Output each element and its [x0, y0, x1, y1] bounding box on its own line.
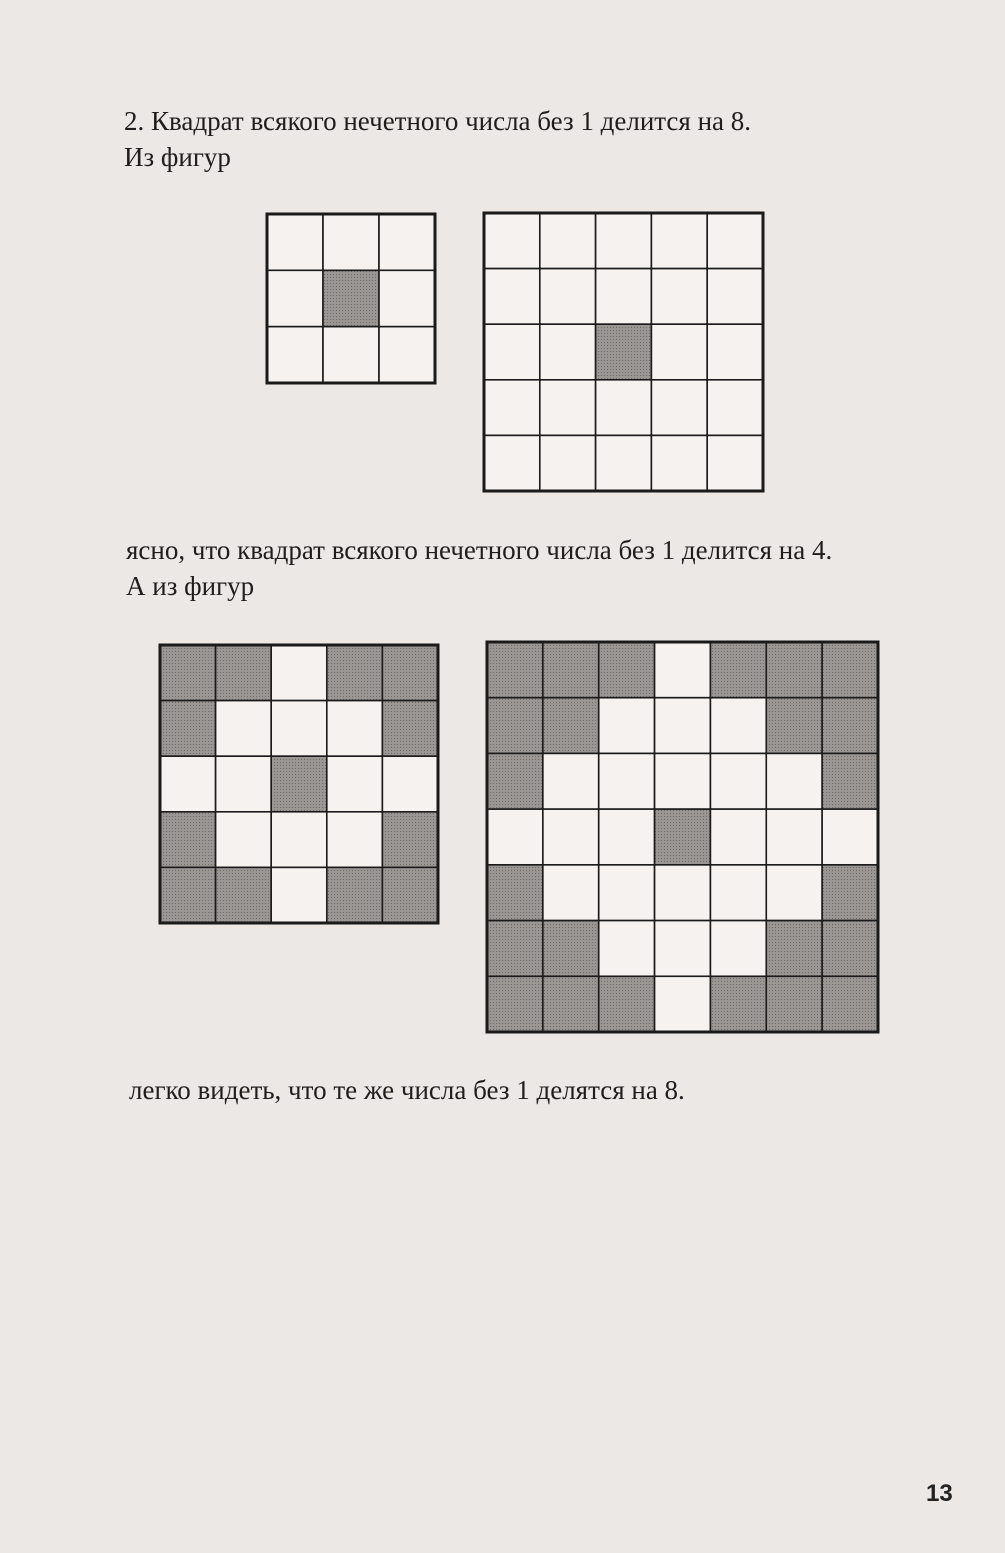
empty-cell: [323, 327, 379, 383]
empty-cell: [540, 380, 596, 436]
page-number: 13: [926, 1480, 953, 1507]
shaded-cell: [822, 642, 878, 698]
empty-cell: [766, 865, 822, 921]
shaded-cell: [766, 698, 822, 754]
empty-cell: [599, 809, 655, 865]
empty-cell: [596, 213, 652, 269]
shaded-cell: [766, 976, 822, 1032]
empty-cell: [651, 435, 707, 491]
empty-cell: [599, 753, 655, 809]
empty-cell: [540, 324, 596, 380]
shaded-cell: [487, 921, 543, 977]
empty-cell: [655, 865, 711, 921]
empty-cell: [707, 213, 763, 269]
figure-grid-5x5: [484, 213, 763, 491]
empty-cell: [655, 642, 711, 698]
empty-cell: [710, 753, 766, 809]
shaded-cell: [160, 812, 216, 868]
empty-cell: [543, 865, 599, 921]
empty-cell: [216, 701, 272, 757]
shaded-cell: [382, 867, 438, 923]
empty-cell: [271, 701, 327, 757]
shaded-cell: [327, 645, 383, 701]
shaded-cell: [160, 867, 216, 923]
empty-cell: [379, 214, 435, 270]
shaded-cell: [766, 642, 822, 698]
empty-cell: [655, 753, 711, 809]
empty-cell: [382, 756, 438, 812]
empty-cell: [651, 269, 707, 325]
empty-cell: [651, 380, 707, 436]
empty-cell: [267, 214, 323, 270]
shaded-cell: [543, 698, 599, 754]
shaded-cell: [271, 756, 327, 812]
empty-cell: [540, 435, 596, 491]
shaded-cell: [599, 976, 655, 1032]
empty-cell: [540, 269, 596, 325]
empty-cell: [271, 867, 327, 923]
paragraph-3: легко видеть, что те же числа без 1 делятся на 8.: [129, 1075, 685, 1105]
empty-cell: [216, 812, 272, 868]
empty-cell: [484, 269, 540, 325]
shaded-cell: [327, 867, 383, 923]
shaded-cell: [655, 809, 711, 865]
paragraph-2-line-1: ясно, что квадрат всякого нечетного числа без 1 делится на 4.: [126, 535, 833, 565]
empty-cell: [484, 380, 540, 436]
shaded-cell: [216, 867, 272, 923]
shaded-cell: [599, 642, 655, 698]
empty-cell: [766, 809, 822, 865]
empty-cell: [543, 809, 599, 865]
shaded-cell: [487, 865, 543, 921]
shaded-cell: [160, 645, 216, 701]
empty-cell: [487, 809, 543, 865]
empty-cell: [596, 380, 652, 436]
empty-cell: [379, 270, 435, 326]
shaded-cell: [382, 812, 438, 868]
empty-cell: [216, 756, 272, 812]
empty-cell: [822, 809, 878, 865]
empty-cell: [707, 324, 763, 380]
empty-cell: [707, 269, 763, 325]
empty-cell: [655, 921, 711, 977]
shaded-cell: [487, 698, 543, 754]
empty-cell: [484, 435, 540, 491]
shaded-cell: [710, 976, 766, 1032]
empty-cell: [599, 865, 655, 921]
shaded-cell: [382, 645, 438, 701]
empty-cell: [267, 270, 323, 326]
shaded-cell: [382, 701, 438, 757]
shaded-cell: [487, 753, 543, 809]
shaded-cell: [822, 976, 878, 1032]
paragraph-2-line-2: А из фигур: [126, 571, 255, 601]
shaded-cell: [160, 701, 216, 757]
shaded-cell: [216, 645, 272, 701]
empty-cell: [160, 756, 216, 812]
figure-grid-3x3: [267, 214, 435, 383]
empty-cell: [379, 327, 435, 383]
empty-cell: [766, 753, 822, 809]
empty-cell: [327, 701, 383, 757]
paragraph-1-line-2: Из фигур: [124, 142, 231, 172]
empty-cell: [543, 753, 599, 809]
empty-cell: [323, 214, 379, 270]
empty-cell: [655, 976, 711, 1032]
shaded-cell: [822, 865, 878, 921]
empty-cell: [540, 213, 596, 269]
empty-cell: [484, 213, 540, 269]
shaded-cell: [487, 976, 543, 1032]
empty-cell: [655, 698, 711, 754]
empty-cell: [327, 812, 383, 868]
empty-cell: [707, 380, 763, 436]
empty-cell: [267, 327, 323, 383]
shaded-cell: [487, 642, 543, 698]
empty-cell: [271, 645, 327, 701]
empty-cell: [710, 865, 766, 921]
empty-cell: [710, 809, 766, 865]
empty-cell: [599, 921, 655, 977]
shaded-cell: [543, 921, 599, 977]
empty-cell: [271, 812, 327, 868]
empty-cell: [651, 213, 707, 269]
paragraph-1-line-1: 2. Квадрат всякого нечетного числа без 1 делится на 8.: [124, 106, 752, 136]
empty-cell: [707, 435, 763, 491]
shaded-cell: [822, 698, 878, 754]
shaded-cell: [710, 642, 766, 698]
empty-cell: [327, 756, 383, 812]
empty-cell: [710, 921, 766, 977]
figure-grid-7x7-pattern: [487, 642, 878, 1032]
shaded-cell: [323, 270, 379, 326]
shaded-cell: [822, 753, 878, 809]
empty-cell: [651, 324, 707, 380]
empty-cell: [599, 698, 655, 754]
empty-cell: [596, 269, 652, 325]
shaded-cell: [766, 921, 822, 977]
empty-cell: [710, 698, 766, 754]
figure-grid-5x5-pattern: [160, 645, 438, 923]
empty-cell: [596, 435, 652, 491]
shaded-cell: [543, 976, 599, 1032]
shaded-cell: [596, 324, 652, 380]
shaded-cell: [822, 921, 878, 977]
shaded-cell: [543, 642, 599, 698]
empty-cell: [484, 324, 540, 380]
